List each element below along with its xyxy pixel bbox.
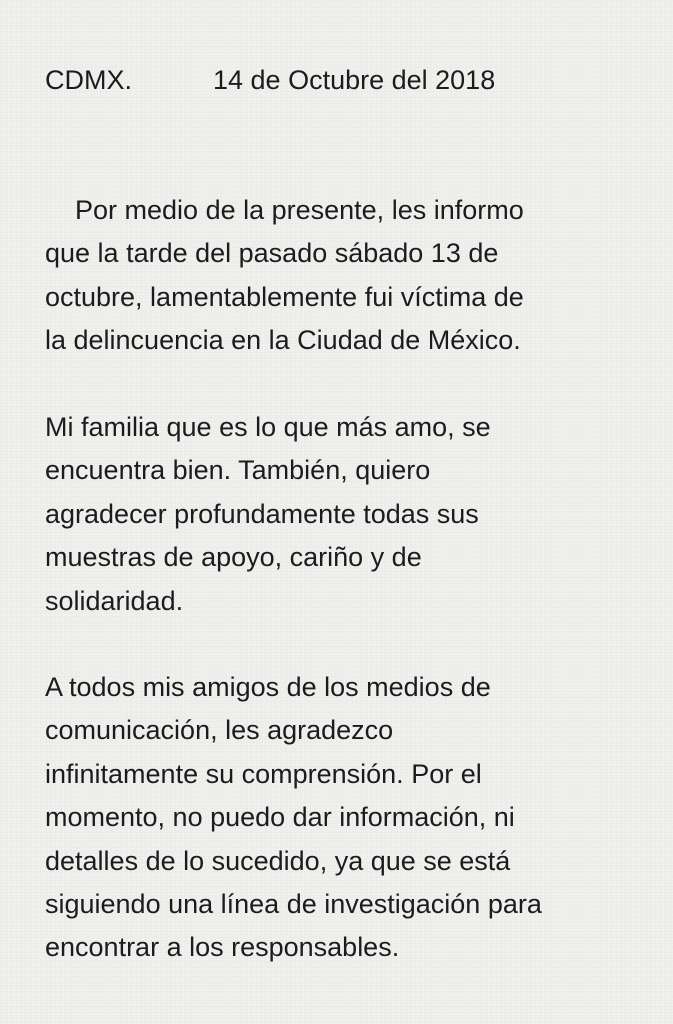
date-label: 14 de Octubre del 2018: [213, 65, 496, 95]
paragraph-line: muestras de apoyo, cariño y de: [45, 542, 422, 573]
paragraph-line: encuentra bien. También, quiero: [45, 455, 431, 486]
paragraph-line: A todos mis amigos de los medios de: [45, 672, 491, 702]
note-content: [45, 58, 645, 963]
paragraph-line: comunicación, les agradezco: [45, 715, 394, 746]
paragraph-line: que la tarde del pasado sábado 13 de: [45, 238, 499, 269]
paragraph-line: infinitamente su comprensión. Por el: [45, 758, 482, 789]
paragraph-line: la delincuencia en la Ciudad de México.: [45, 325, 521, 356]
paragraph-media: [45, 666, 542, 970]
paragraph-incident: [45, 189, 524, 363]
paragraph-line: Por medio de la presente, les informo: [45, 195, 524, 225]
note-header: [45, 58, 645, 102]
paragraph-line: detalles de lo sucedido, ya que se está: [45, 845, 511, 876]
paragraph-line: solidaridad.: [45, 585, 184, 616]
paragraph-line: octubre, lamentablemente fui víctima de: [45, 281, 524, 312]
paragraph-family: [45, 406, 491, 623]
paragraph-line: siguiendo una línea de investigación para: [45, 889, 542, 920]
city-label: CDMX.: [45, 65, 132, 95]
paragraph-line: agradecer profundamente todas sus: [45, 498, 479, 529]
paragraph-line: momento, no puedo dar información, ni: [45, 802, 515, 833]
paragraph-line: encontrar a los responsables.: [45, 932, 400, 963]
paragraph-line: Mi familia que es lo que más amo, se: [45, 412, 491, 442]
